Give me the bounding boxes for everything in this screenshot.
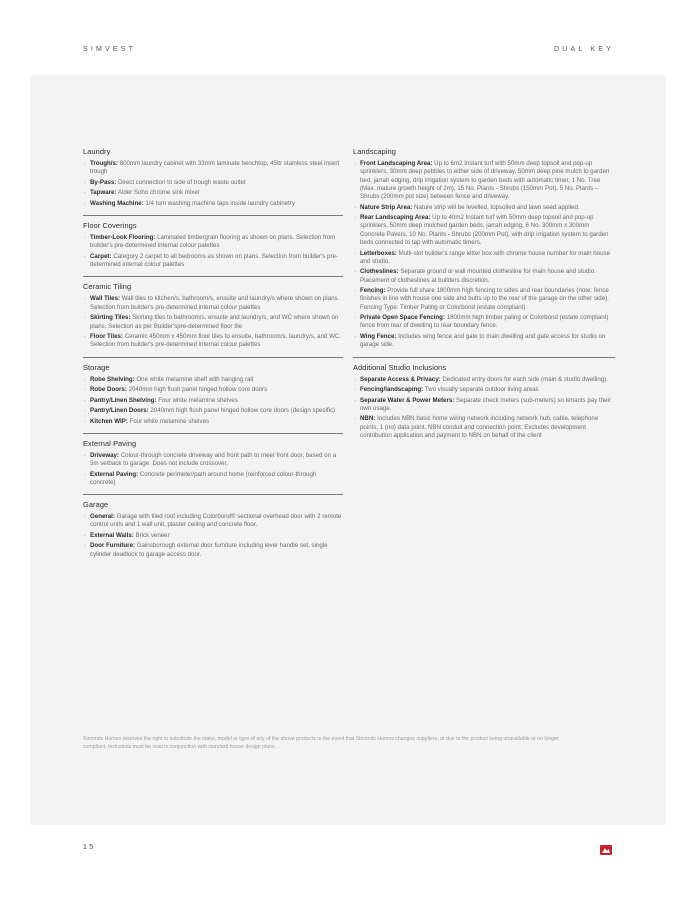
inclusion-description: Up to 6m2 Instant turf with 50mm deep topsoil and pop-up sprinklers, 30mm deep pebbles to either side of driveway, 50mm deep pine mulch to garden bed, jarrah edging, drip irrigation system to garden beds with automatic timer, 1 No. Tree (Max. mature growth height of 2m), 15 No. Plants - Shrubs (150mm Pot), 5 No. Plants – Shrubs (200mm pot size) between fence and driveway. [360,160,610,201]
section-landscaping [353,147,615,350]
inclusion-description: Wall tiles to kitchen/s, bathroom/s, ensuite and laundry/s where shown on plans. Selection from builder's pre-determined internal colour palettes [90,295,340,311]
inclusion-item [83,295,343,312]
inclusion-item [83,234,343,251]
inclusion-label: Pantry/Linen Shelving: [90,396,157,404]
section-title: Landscaping [353,147,397,156]
inclusions-panel [30,75,666,825]
inclusion-label: External Walls: [90,531,134,539]
inclusion-description: 2040mm high flush panel hinged hollow core doors (design specific) [148,407,336,415]
inclusion-description: Garage with tiled roof including Colorbond® sectional overhead door with 2 remote control units and 1 wall unit, plaster ceiling and concrete floor. [90,513,342,529]
page-number: 15 [83,844,96,851]
section-floor-coverings [83,215,343,269]
section-title: Floor Coverings [83,221,137,231]
inclusion-label: Driveway: [90,451,120,459]
inclusion-item [353,376,615,384]
inclusion-item [353,160,615,201]
inclusion-label: Trough/s: [90,160,118,167]
inclusion-item [83,542,343,559]
inclusion-description: 1800mm high timber paling or Colorbond (estate compliant) fence from rear of dwelling to rear boundary fence. [360,314,609,330]
inclusion-item [353,386,615,394]
inclusion-label: Rear Landscaping Area: [360,214,431,222]
disclaimer-text: Simonds Homes reserves the right to substitute the make, model or type of any of the above products in the event that Simonds Homes changes suppliers, or due to the product being unavailable or no longer compliant. Inclusions must be read in conjunction with standard house design plans. [83,736,559,750]
section-storage [83,357,343,426]
inclusion-description: Four white melamine shelves [127,417,210,425]
simonds-logo-icon [600,845,612,855]
inclusion-item [83,386,343,394]
inclusion-description: Brick veneer [133,531,170,539]
right-column [353,147,615,447]
inclusion-item [353,397,615,414]
inclusion-description: Four white melamine shelves [156,396,238,404]
inclusion-description: Includes wing fence and gate to main dwelling and gate access for studio on garage side. [360,332,606,349]
inclusion-item [83,513,343,530]
inclusion-description: Two visually separate outdoor living areas [423,386,539,394]
inclusion-label: Private Open Space Fencing: [360,314,445,322]
inclusion-list [353,376,615,441]
inclusion-description: Ceramic 450mm x 450mm floor tiles to ensuite, bathroom/s, laundry/s, and WC. Selection from builder's pre-determined internal colour palettes [90,332,342,349]
inclusion-label: Washing Machine: [90,199,144,207]
inclusion-description: Alder Soho chrome sink mixer [116,189,200,197]
inclusion-item [353,415,615,440]
section-title: Garage [83,500,109,510]
inclusion-item [83,471,343,488]
inclusion-label: Clotheslines: [360,268,399,276]
section-title: Laundry [83,147,111,156]
inclusion-label: Tapware: [90,189,117,197]
inclusion-description: Up to 40m2 Instant turf with 50mm deep topsoil and pop-up sprinklers, 50mm deep mulched garden beds, jarrah edging, 6 No. 300mm x 300mm Concrete Pavers, 10 No. Plants - Shrubs (200mm Pot), with drip irrigation system to garden beds connected to tap with automatic timers. [360,214,609,247]
inclusion-description: Direct connection to side of trough waste outlet [116,178,246,186]
inclusion-label: Kitchen WIP: [90,417,128,425]
inclusion-description: Laminated timbergrain flooring as shown on plans. Selection from builder's pre-determined internal colour palettes [90,234,336,250]
inclusion-description: Dedicated entry doors for each side (main & studio dwelling). [440,375,608,383]
inclusion-description: 2040mm high flush panel hinged hollow core doors [126,386,268,394]
inclusion-item [83,314,343,331]
section-ceramic-tiling [83,276,343,349]
inclusion-item [353,204,615,212]
inclusion-item [353,214,615,247]
section-title: Additional Studio Inclusions [353,362,447,372]
inclusion-list [83,160,343,208]
inclusion-list [83,376,343,426]
inclusion-description: Gainsborough external door furniture including lever handle set, single cylinder deadlock to garage access door. [90,542,328,558]
inclusion-description: One white melamine shelf with hanging rail [134,375,254,383]
inclusion-item [83,407,343,415]
inclusion-item [83,200,343,208]
inclusion-item [83,418,343,426]
inclusion-description: Separate ground or wall mounted clothesline for main house and studio. Placement of clotheslines at builders discretion. [360,268,596,284]
section-title: Storage [83,362,110,372]
section-title: Ceramic Tiling [83,282,132,292]
inclusion-description: Nature strip will be levelled, topsoiled and lawn seed applied. [412,203,580,211]
page-header [0,0,696,75]
inclusion-item [353,250,615,267]
inclusion-list [83,513,343,559]
inclusion-item [353,314,615,331]
inclusion-item [353,287,615,312]
inclusion-label: Robe Doors: [90,386,127,394]
inclusion-description: 800mm laundry cabinet with 33mm laminate benchtop, 45ltr stainless steel insert trough [90,160,340,176]
inclusion-list [83,452,343,487]
section-additional-studio-inclusions [353,357,615,441]
inclusion-label: Floor Tiles: [90,332,123,340]
inclusion-item [83,376,343,384]
inclusion-label: Fencing: [360,287,386,295]
inclusion-label: Nature Strip Area: [360,203,413,211]
inclusion-label: Fencing/landscaping: [360,386,424,394]
inclusion-item [353,333,615,350]
inclusion-list [83,234,343,269]
inclusion-label: Door Furniture: [90,542,136,550]
inclusion-label: Wing Fence: [360,332,397,340]
inclusion-item [83,333,343,350]
inclusion-label: Separate Access & Privacy: [360,375,441,383]
inclusion-description: Includes NBN basic home wiring network including network hub, cable, telephone points, 1 (no) data point, NBN conduit and connection point. Excludes development contribution application and payment to NBN on behalf of the client [360,415,599,439]
inclusion-description: Colour-through concrete driveway and front path to meet front door, based on a 5m setback to garage. Does not include crossover. [90,451,337,468]
inclusion-description: Skirting tiles to bathroom/s, ensuite and laundry/s, and WC where shown on plans. Selection as per Builder'spre-determined floor tile [90,314,339,330]
left-column [83,147,343,566]
inclusion-label: By-Pass: [90,178,117,186]
inclusion-label: General: [90,513,115,521]
inclusion-item [83,397,343,405]
inclusion-label: Pantry/Linen Doors: [90,407,149,415]
inclusion-label: Skirting Tiles: [90,314,131,322]
inclusion-list [353,160,615,350]
inclusion-list [83,295,343,349]
inclusion-description: Provide full share 1800mm high fencing to sides and rear boundaries (note: fence finishes in line with house one side and butts up to the rear of the garage on the other side). Fencing Type: Timber Paling or Colorbond (estate compliant). [360,287,609,311]
inclusion-item [83,179,343,187]
inclusion-item [83,253,343,270]
inclusion-description: Multi-slot builder's range letter box with chrome house number for main house and studio. [360,249,610,265]
brand-name: SIMVEST [83,46,137,53]
inclusion-label: Front Landscaping Area: [360,160,433,167]
inclusion-label: Timber-Look Flooring: [90,234,156,242]
inclusion-label: NBN: [360,415,376,423]
inclusion-item [83,532,343,540]
inclusion-item [83,160,343,177]
inclusion-item [83,452,343,469]
section-laundry [83,147,343,208]
inclusion-label: Separate Water & Power Meters: [360,396,455,404]
section-title: External Paving [83,438,137,448]
inclusion-description: 1/4 turn washing machine taps inside laundry cabinetry [143,199,295,207]
section-external-paving [83,433,343,487]
section-garage [83,494,343,559]
inclusion-label: External Paving: [90,470,139,478]
inclusion-label: Robe Shelving: [90,375,135,383]
inclusion-description: Separate check meters (sub-meters) so tenants pay their own usage. [360,396,611,412]
inclusion-label: Carpet: [90,252,112,260]
inclusion-item [353,268,615,285]
inclusion-label: Wall Tiles: [90,295,121,303]
inclusion-label: Letterboxes: [360,249,397,257]
inclusion-description: Concrete perimeter/path around home (reinforced colour-through concrete) [90,470,317,486]
inclusion-description: Category 2 carpet to all bedrooms as shown on plans. Selection from builder's pre-determined internal colour palettes [90,252,338,269]
document-type: DUAL KEY [554,46,614,53]
inclusion-item [83,189,343,197]
